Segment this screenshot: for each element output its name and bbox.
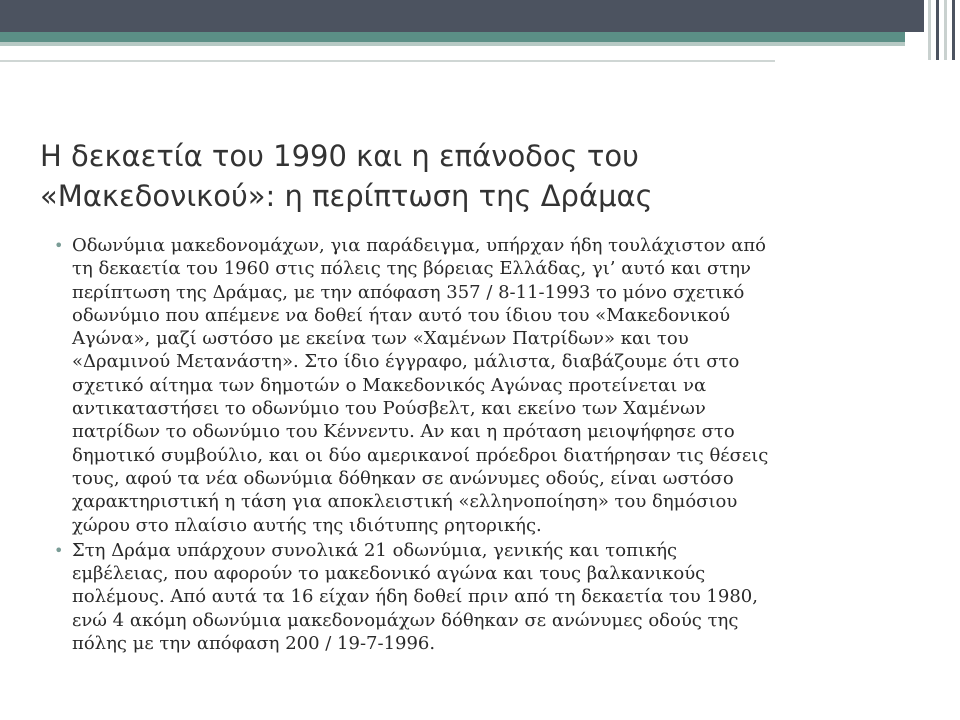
corner-stripe: [936, 0, 939, 60]
bullet-text-line: Αγώνα», μαζί ωστόσο με εκείνα των «Χαμένων Πατρίδων» και του: [72, 328, 689, 350]
bullet-item: [54, 234, 912, 537]
bullet-text-line: τους, αφού τα νέα οδωνύμια δόθηκαν σε ανώνυμες οδούς, είναι ωστόσο: [72, 467, 734, 489]
bullet-text-line: οδωνύμιο που απέμενε να δοθεί ήταν αυτό του ίδιου του «Μακεδονικού: [72, 304, 731, 326]
bullet-text-line: εμβέλειας, που αφορούν το μακεδονικό αγώνα και τους βαλκανικούς: [72, 563, 706, 585]
corner-stripe: [928, 0, 931, 60]
bullet-text-line: αντικαταστήσει το οδωνύμιο του Ρούσβελτ, και εκείνο των Χαμένων: [72, 398, 706, 420]
bullet-text-line: σχετικό αίτημα των δημοτών ο Μακεδονικός Αγώνας προτείνεται να: [72, 374, 707, 396]
slide-corner-decoration: [924, 0, 960, 60]
bullet-text-line: ενώ 4 ακόμη οδωνύμια μακεδονομάχων δόθηκαν σε ανώνυμες οδούς της: [72, 609, 739, 631]
bullet-text-line: χώρου στο πλαίσιο αυτής της ιδιότυπης ρητορικής.: [72, 514, 542, 536]
bullet-text-line: δημοτικό συμβούλιο, και οι δύο αμερικανοί πρόεδροι διατήρησαν τις θέσεις: [72, 444, 769, 466]
bullet-text-line: Στη Δράμα υπάρχουν συνολικά 21 οδωνύμια, γενικής και τοπικής: [72, 539, 678, 561]
bullet-text-line: χαρακτηριστική η τάση για αποκλειστική «ελληνοποίηση» του δημόσιου: [72, 491, 738, 513]
bullet-text-line: πατρίδων το οδωνύμιο του Κέννεντυ. Αν και η πρόταση μειοψήφησε στο: [72, 421, 735, 443]
bullet-text-line: πόλης με την απόφαση 200 / 19-7-1996.: [72, 633, 436, 655]
bullet-dot-icon: •: [54, 540, 64, 560]
slide-divider-line: [0, 60, 775, 62]
slide-accent-substripe: [0, 42, 905, 46]
slide-body: [54, 234, 912, 657]
bullet-text-line: «Δραμινού Μετανάστη». Στο ίδιο έγγραφο, μάλιστα, διαβάζουμε ότι στο: [72, 351, 740, 373]
corner-stripe: [952, 0, 955, 60]
bullet-text-line: πολέμους. Από αυτά τα 16 είχαν ήδη δοθεί πριν από τη δεκαετία του 1980,: [72, 586, 758, 608]
slide-accent-stripe: [0, 32, 905, 42]
bullet-text-line: τη δεκαετία του 1960 στις πόλεις της βόρειας Ελλάδας, γι’ αυτό και στην: [72, 258, 751, 280]
corner-stripe: [944, 0, 947, 60]
slide-title: [40, 136, 920, 216]
slide-header-bar: [0, 0, 960, 32]
bullet-text-line: περίπτωση της Δράμας, με την απόφαση 357 / 8-11-1993 το μόνο σχετικό: [72, 281, 745, 303]
slide-title-line: Η δεκαετία του 1990 και η επάνοδος του: [40, 139, 639, 173]
bullet-text-line: Οδωνύμια μακεδονομάχων, για παράδειγμα, υπήρχαν ήδη τουλάχιστον από: [72, 235, 767, 256]
bullet-dot-icon: •: [54, 236, 64, 255]
slide-title-line: «Μακεδονικού»: η περίπτωση της Δράμας: [40, 179, 653, 213]
bullet-item: [54, 539, 912, 655]
